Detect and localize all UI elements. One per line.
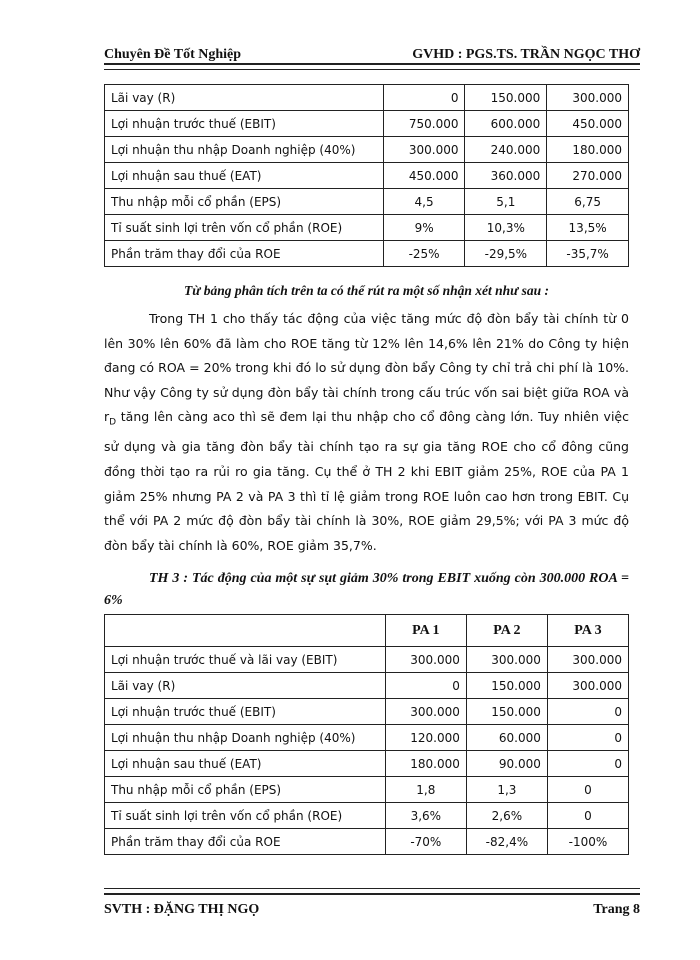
paragraph-subscript: D bbox=[109, 417, 117, 428]
cell-pa3: 0 bbox=[547, 699, 628, 725]
table-th2 bbox=[104, 84, 629, 267]
cell-pa1: 300.000 bbox=[383, 137, 465, 163]
footer-rule bbox=[104, 888, 640, 895]
header-pa2: PA 2 bbox=[466, 615, 547, 647]
row-label: Phần trăm thay đổi của ROE bbox=[105, 829, 386, 855]
table-row bbox=[105, 803, 629, 829]
cell-pa2: 90.000 bbox=[466, 751, 547, 777]
table-row bbox=[105, 137, 629, 163]
cell-pa2: 2,6% bbox=[466, 803, 547, 829]
cell-pa3: 0 bbox=[547, 725, 628, 751]
summary-heading: Từ bảng phân tích trên ta có thể rút ra một số nhận xét như sau : bbox=[183, 283, 549, 298]
table-row bbox=[105, 189, 629, 215]
cell-pa1: 0 bbox=[383, 85, 465, 111]
cell-pa3: 300.000 bbox=[547, 647, 628, 673]
table-row bbox=[105, 241, 629, 267]
row-label: Lợi nhuận trước thuế (EBIT) bbox=[105, 111, 384, 137]
cell-pa1: 180.000 bbox=[385, 751, 466, 777]
cell-pa1: 450.000 bbox=[383, 163, 465, 189]
cell-pa3: -100% bbox=[547, 829, 628, 855]
cell-pa2: 150.000 bbox=[466, 673, 547, 699]
table-row bbox=[105, 699, 629, 725]
table-row bbox=[105, 647, 629, 673]
cell-pa2: 10,3% bbox=[465, 215, 547, 241]
cell-pa2: 1,3 bbox=[466, 777, 547, 803]
header-rule bbox=[104, 63, 640, 70]
cell-pa1: 300.000 bbox=[385, 647, 466, 673]
row-label: Lợi nhuận sau thuế (EAT) bbox=[105, 163, 384, 189]
table-row bbox=[105, 85, 629, 111]
cell-pa2: -82,4% bbox=[466, 829, 547, 855]
cell-pa1: 300.000 bbox=[385, 699, 466, 725]
cell-pa1: -70% bbox=[385, 829, 466, 855]
footer-student: SVTH : ĐẶNG THỊ NGỌ bbox=[104, 902, 260, 917]
row-label: Lãi vay (R) bbox=[105, 85, 384, 111]
cell-pa1: 4,5 bbox=[383, 189, 465, 215]
table-row bbox=[105, 673, 629, 699]
cell-pa1: 750.000 bbox=[383, 111, 465, 137]
paragraph-text-2: tăng lên càng aco thì sẽ đem lại thu nhập cho cổ đông càng lớn. Tuy nhiên việc sử dụng và gia tăng đòn bẩy tài chính tạo ra sự gia tăng ROE cho cổ đông cũng đồng thời tạo ra rủi ro gia tăng. Cụ thể ở TH 2 khi EBIT giảm 25%, ROE của PA 1 giảm 25% nhưng PA 2 và PA 3 thì tỉ lệ giảm trong ROE luôn cao hơn trong EBIT. Cụ thể với PA 2 mức độ đòn bẩy tài chính là 30%, ROE giảm 29,5%; với PA 3 mức độ đòn bẩy tài chính là 60%, ROE giảm 35,7%. bbox=[104, 409, 629, 553]
cell-pa3: 13,5% bbox=[547, 215, 629, 241]
cell-pa3: 450.000 bbox=[547, 111, 629, 137]
table-th3 bbox=[104, 614, 629, 855]
row-label: Thu nhập mỗi cổ phần (EPS) bbox=[105, 189, 384, 215]
cell-pa1: 0 bbox=[385, 673, 466, 699]
cell-pa2: 600.000 bbox=[465, 111, 547, 137]
cell-pa3: 300.000 bbox=[547, 673, 628, 699]
page-footer bbox=[104, 902, 640, 918]
header-pa1: PA 1 bbox=[385, 615, 466, 647]
cell-pa3: 180.000 bbox=[547, 137, 629, 163]
cell-pa1: -25% bbox=[383, 241, 465, 267]
cell-pa3: -35,7% bbox=[547, 241, 629, 267]
row-label: Tỉ suất sinh lợi trên vốn cổ phần (ROE) bbox=[105, 215, 384, 241]
cell-pa2: 150.000 bbox=[465, 85, 547, 111]
page-header bbox=[104, 41, 640, 63]
cell-pa2: 5,1 bbox=[465, 189, 547, 215]
row-label: Lãi vay (R) bbox=[105, 673, 386, 699]
table-row bbox=[105, 725, 629, 751]
row-label: Thu nhập mỗi cổ phần (EPS) bbox=[105, 777, 386, 803]
row-label: Tỉ suất sinh lợi trên vốn cổ phần (ROE) bbox=[105, 803, 386, 829]
row-label: Lợi nhuận trước thuế (EBIT) bbox=[105, 699, 386, 725]
cell-pa1: 9% bbox=[383, 215, 465, 241]
table-row bbox=[105, 777, 629, 803]
header-pa3: PA 3 bbox=[547, 615, 628, 647]
table-row bbox=[105, 215, 629, 241]
cell-pa2: 240.000 bbox=[465, 137, 547, 163]
cell-pa3: 0 bbox=[547, 751, 628, 777]
cell-pa1: 3,6% bbox=[385, 803, 466, 829]
table-header-row bbox=[105, 615, 629, 647]
header-blank bbox=[105, 615, 386, 647]
cell-pa3: 6,75 bbox=[547, 189, 629, 215]
cell-pa3: 0 bbox=[547, 803, 628, 829]
cell-pa2: 300.000 bbox=[466, 647, 547, 673]
analysis-paragraph bbox=[104, 307, 629, 558]
header-advisor: GVHD : PGS.TS. TRẦN NGỌC THƠ bbox=[412, 47, 640, 62]
row-label: Lợi nhuận thu nhập Doanh nghiệp (40%) bbox=[105, 725, 386, 751]
cell-pa2: 150.000 bbox=[466, 699, 547, 725]
paragraph-text-1: Trong TH 1 cho thấy tác động của việc tăng mức độ đòn bẩy tài chính từ 0 lên 30% lên 60% đã làm cho ROE tăng từ 12% lên 14,6% lên 21% do Công ty hiện đang có ROA = 20% trong khi đó lo sử dụng đòn bẩy Công ty chỉ trả chi phí là 10%. Như vậy Công ty sử dụng đòn bẩy tài chính trong cấu trúc vốn sai biệt giữa ROA và r bbox=[104, 311, 629, 425]
cell-pa3: 270.000 bbox=[547, 163, 629, 189]
table-row bbox=[105, 163, 629, 189]
cell-pa2: 360.000 bbox=[465, 163, 547, 189]
cell-pa3: 300.000 bbox=[547, 85, 629, 111]
cell-pa1: 1,8 bbox=[385, 777, 466, 803]
page-number: Trang 8 bbox=[593, 902, 640, 917]
row-label: Phần trăm thay đổi của ROE bbox=[105, 241, 384, 267]
table-row bbox=[105, 829, 629, 855]
cell-pa3: 0 bbox=[547, 777, 628, 803]
row-label: Lợi nhuận trước thuế và lãi vay (EBIT) bbox=[105, 647, 386, 673]
row-label: Lợi nhuận sau thuế (EAT) bbox=[105, 751, 386, 777]
cell-pa2: -29,5% bbox=[465, 241, 547, 267]
table-row bbox=[105, 751, 629, 777]
cell-pa2: 60.000 bbox=[466, 725, 547, 751]
table-row bbox=[105, 111, 629, 137]
row-label: Lợi nhuận thu nhập Doanh nghiệp (40%) bbox=[105, 137, 384, 163]
header-title: Chuyên Đề Tốt Nghiệp bbox=[104, 47, 242, 62]
th3-heading: TH 3 : Tác động của một sự sụt giảm 30% trong EBIT xuống còn 300.000 ROA = 6% bbox=[104, 571, 629, 608]
cell-pa1: 120.000 bbox=[385, 725, 466, 751]
